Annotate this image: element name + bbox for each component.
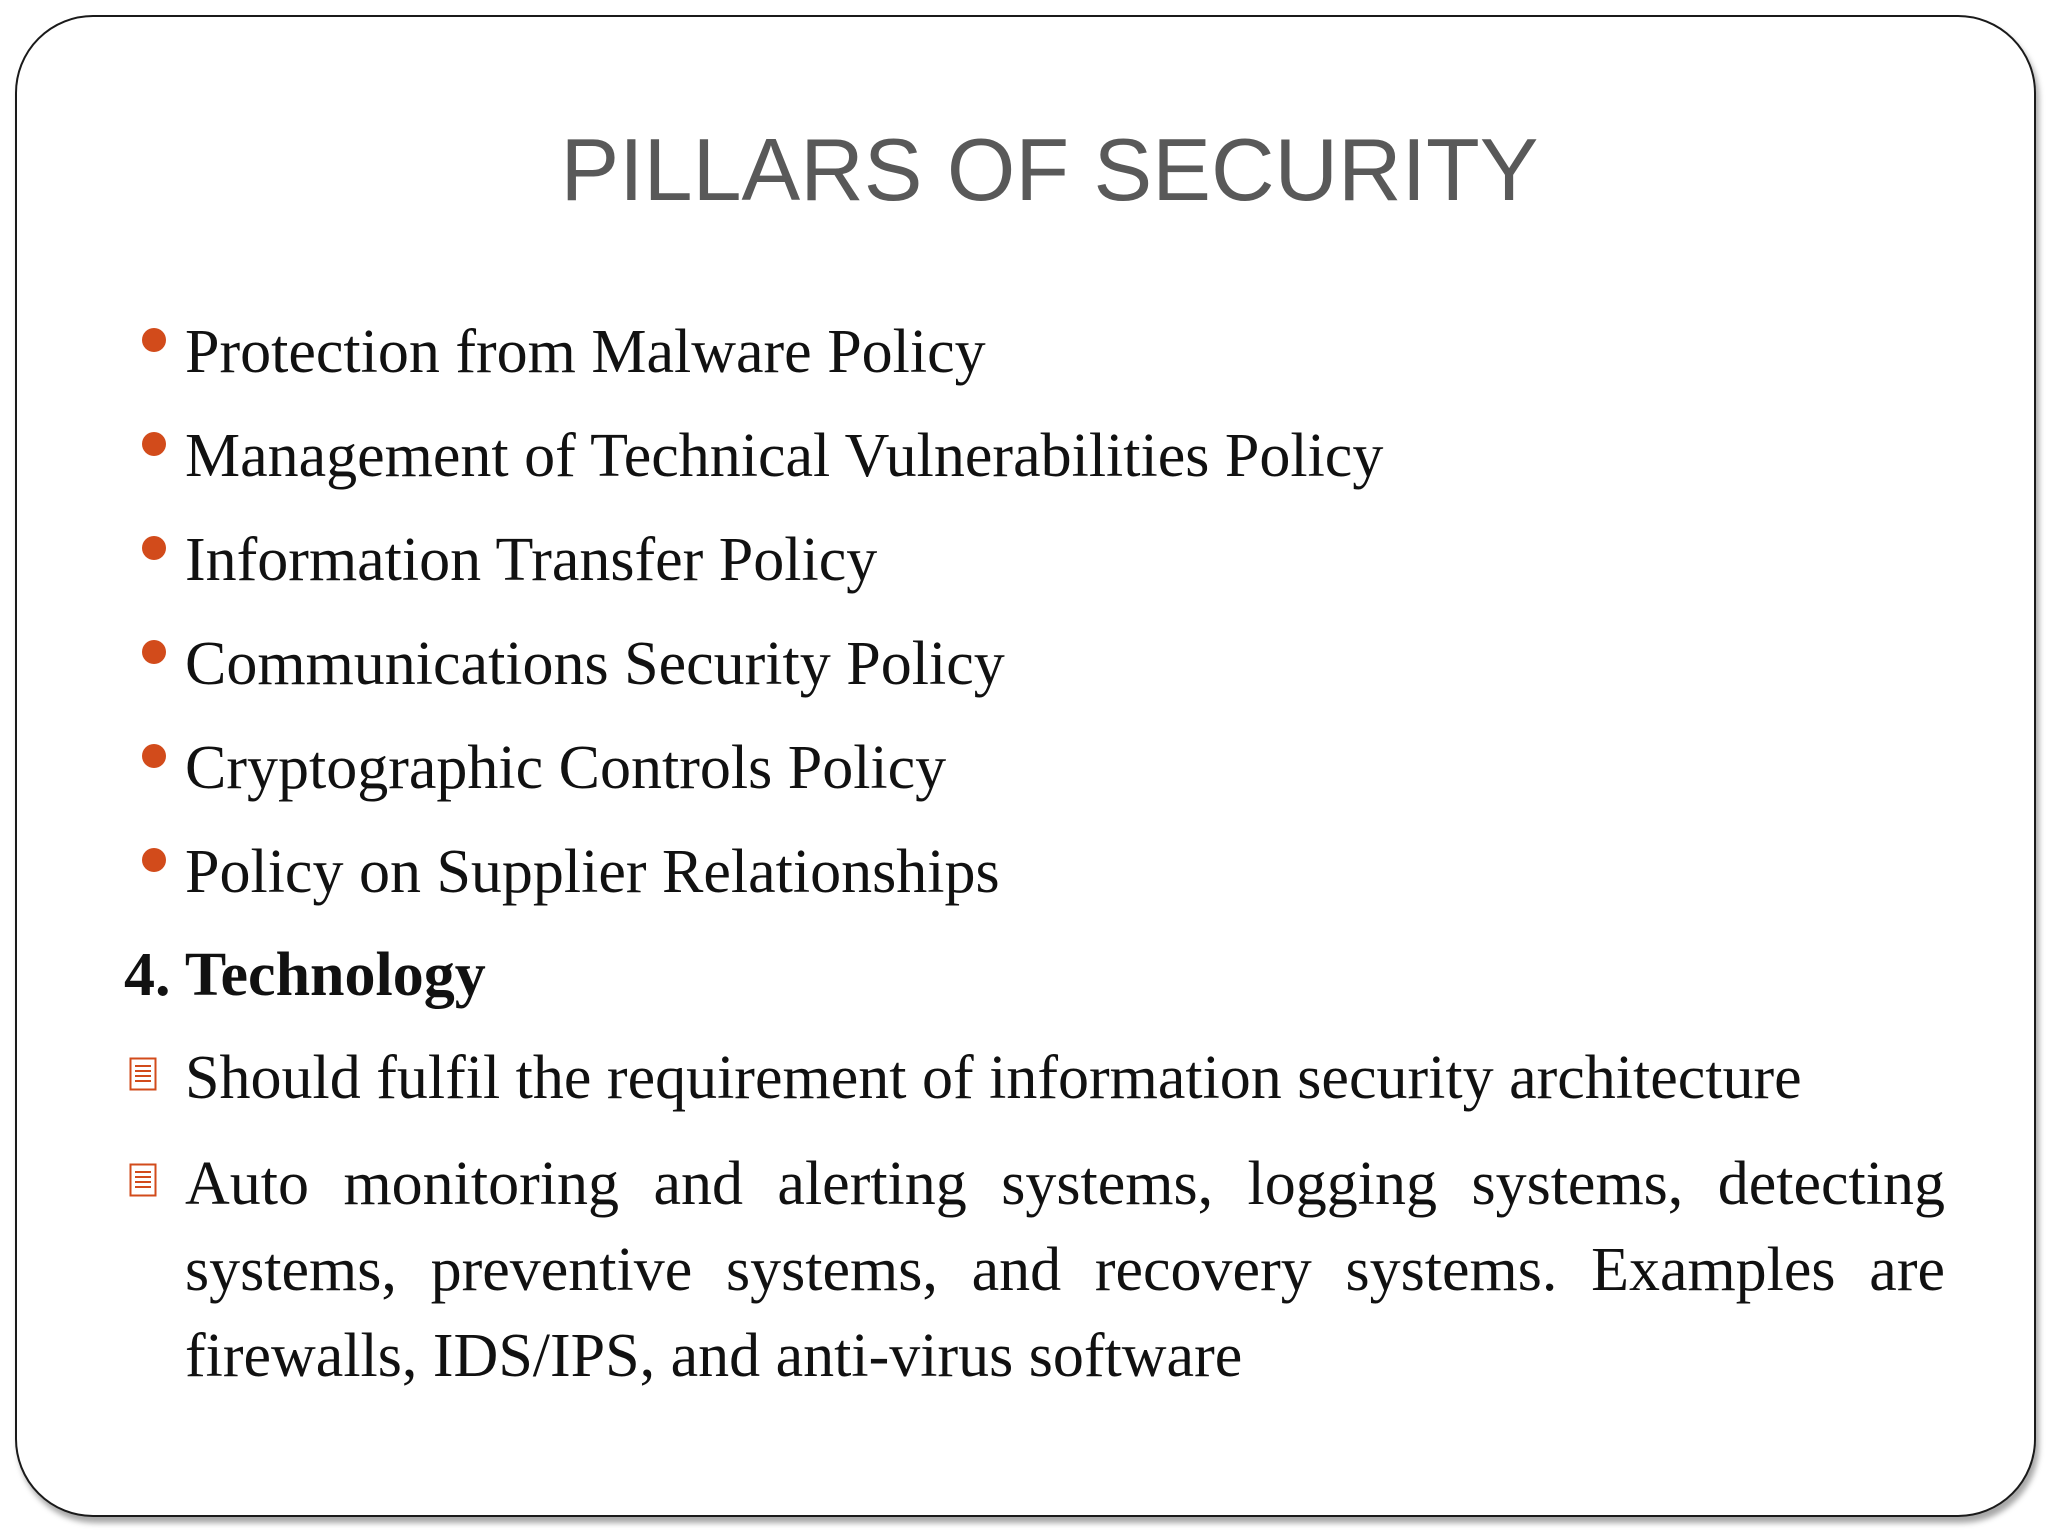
note-list-icon [129,1163,157,1197]
slide-content [17,17,2038,1519]
list-item-text: Information Transfer Policy [185,526,878,594]
note-list-icon [129,1057,157,1091]
slide [15,15,2036,1517]
list-item-text: Communications Security Policy [185,630,1005,698]
list-item-paragraph: Auto monitoring and alerting systems, logging systems, detecting systems, preventive systems, and recovery systems. Examples are firewalls, IDS/IPS, and anti-virus software [185,1150,1945,1390]
list-item-text: Cryptographic Controls Policy [185,734,947,802]
bullet-icon [142,536,166,560]
bullet-icon [142,328,166,352]
list-item-text: Should fulfil the requirement of information security architecture [185,1044,1802,1112]
list-item-text: Protection from Malware Policy [185,318,986,386]
bullet-icon [142,432,166,456]
list-item-text: Policy on Supplier Relationships [185,838,1000,906]
slide-title: PILLARS OF SECURITY [560,120,1539,219]
bullet-icon [142,744,166,768]
section-heading: 4. Technology [124,941,486,1009]
list-item-text: Management of Technical Vulnerabilities Policy [185,422,1384,490]
bullet-icon [142,640,166,664]
bullet-icon [142,848,166,872]
